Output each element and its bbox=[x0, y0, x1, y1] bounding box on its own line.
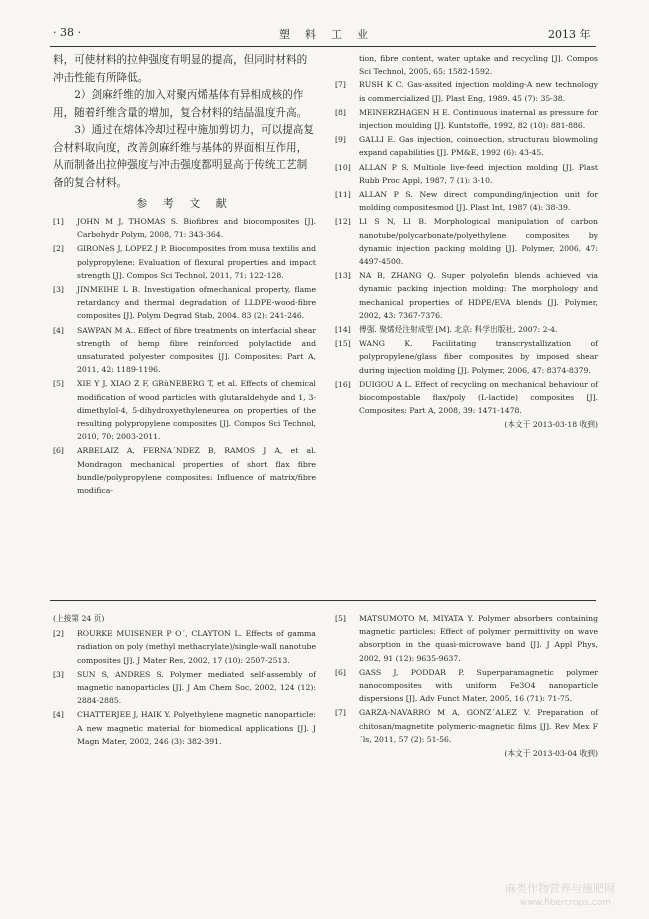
lower-left-column bbox=[53, 612, 316, 749]
watermark-url: www.fibercrops.com bbox=[520, 898, 611, 908]
reference-item: [11] ALLAN P S. New direct compunding/injection unit for molding compositesmod [J]. Plast Int, 1987 (4): 38-39. bbox=[335, 190, 598, 213]
issue-year: 2013 年 bbox=[548, 28, 591, 41]
journal-name: 塑 料 工 业 bbox=[279, 28, 370, 41]
reference-item: [7] RUSH K C. Gas-assited injection molding-A new technology is commercialized [J]. Plast Eng, 1989. 45 (7): 35-38. bbox=[335, 80, 598, 103]
reference-item: [12] LI S N, LI B. Morphological manipulation of carbon nanotube/polycarbonate/polyethylene composites by dynamic injection packing molding [J]. Polymer, 2006, 47: 4497-4500. bbox=[335, 217, 598, 267]
conclusion-para-3: 3）通过在熔体冷却过程中施加剪切力，可以提高复合材料取向度，改善剑麻纤维与基体的界面相互作用，从而制备出拉伸强度与冲击强度都明显高于传统工艺制备的复合材料。 bbox=[53, 124, 314, 189]
reference-item: [6] GASS J, PODDAR P. Superparamagnetic polymer nanocomposites with uniform Fe3O4 nanoparticle dispersions [J]. Adv Funct Mater, 2005, 16 (71): 71-75. bbox=[335, 667, 598, 704]
section-divider bbox=[50, 600, 596, 601]
reference-item: [5] MATSUMOTO M, MIYATA Y. Polymer absorbers containing magnetic particles: Effect of polymer permittivity on wave absorption in the quasi-microwave band [J]. J Appl Phys, 2002, 91 (12): 9635-9637. bbox=[335, 614, 598, 663]
reference-item: [16] DUIGOU A L. Effect of recycling on mechanical behaviour of biocompostable flax/poly (L-lactide) composites [J]. Composites: Part A, 2008, 39: 1471-1478. bbox=[335, 379, 598, 416]
reference-item: [14] 傅强. 聚烯烃注射成型 [M]. 北京: 科学出版社, 2007: 2-4. bbox=[335, 325, 558, 335]
reference-item: [5] XIE Y J, XIAO Z F, GRüNEBERG T, et al. Effects of chemical modification of wood particles with glutaraldehyde and 1, 3-dimethylol-4, 5-dihydroxyethyleneurea on properties of the resulting polypropylene composites [J]. Compos Sci Technol, 2010, 70: 2003-2011. bbox=[53, 379, 316, 442]
reference-item: [1] JOHN M J, THOMAS S. Biofibres and biocomposites [J]. Carbohydr Polym, 2008, 71: 343-364. bbox=[53, 217, 316, 240]
continued-from-note: (上接第 24 页) bbox=[53, 614, 105, 623]
reference-item: [15] WANG K. Facilitating transcrystallization of polypropylene/glass fiber composites by imposed shear during injection molding [J]. Polymer, 2006, 47: 8374-8379. bbox=[335, 339, 598, 375]
reference-item: [4] SAWPAN M A.. Effect of fibre treatments on interfacial shear strength of hemp fibre reinforced polylactide and unsaturated polyester composites [J]. Composites: Part A, 2011, 42: 1189-1196. bbox=[53, 325, 316, 375]
conclusion-para-1: 料，可使材料的拉伸强度有明显的提高，但同时材料的冲击性能有所降低。 bbox=[53, 54, 308, 84]
reference-item: [4] CHATTERJEE J, HAIK Y. Polyethylene magnetic nanoparticle: A new magnetic material for biomedical applications [J]. J Magn Mater, 2002, 246 (3): 382-391. bbox=[53, 710, 316, 746]
lower-right-column bbox=[335, 612, 598, 760]
conclusion-para-2: 2）剑麻纤维的加入对聚丙烯基体有异相成核的作用，随着纤维含量的增加，复合材料的结晶温度升高。 bbox=[53, 89, 308, 119]
page-number: · 38 · bbox=[53, 26, 81, 39]
reference-item: [7] GARZA-NAVARRO M A, GONZ´ALEZ V. Preparation of chitosan/magnetite polymeric-magnetic films [J]. Rev Mex F´ls, 2011, 57 (2): 51-56. bbox=[335, 708, 598, 744]
reference-item: [3] SUN S, ANDRES S. Polymer mediated self-assembly of magnetic nanoparticles [J]. J Am Chem Soc, 2002, 124 (12): 2884-2885. bbox=[53, 669, 316, 706]
reference-item: [9] GALLI E. Gas injection, coinuection, structurau blowmoling expand capabilities [J]. PM&E, 1992 (6): 43-45. bbox=[335, 135, 598, 158]
watermark-text: 麻类作物营养与施肥网 bbox=[505, 882, 615, 895]
reference-continuation: tion, fibre content, water uptake and recycling [J]. Compos Sci Technol, 2005, 65: 1582-1592. bbox=[359, 54, 598, 77]
received-date: (本文于 2013-03-04 收到) bbox=[504, 749, 598, 759]
reference-item: [6] ARBELAIZ A, FERNA´NDEZ B, RAMOS J A, et al. Mondragon mechanical properties of short flax fibre bundle/polypropylene composites: Influence of matrix/fibre modifica- bbox=[53, 446, 316, 496]
reference-item: [8] MEINERZHAGEN H E. Continuous inaternal as pressure for injection moulding [J]. Kuntstoffe, 1992, 82 (10): 881-886. bbox=[335, 107, 598, 131]
received-date: (本文于 2013-03-18 收到) bbox=[504, 420, 598, 430]
reference-item: [2] ROURKE MUISENER P O´, CLAYTON L. Effects of gamma radiation on poly (methyl methacrylate)/single-wall nanotube composites [J]. J Mater Res, 2002, 17 (10): 2507-2513. bbox=[53, 629, 316, 665]
reference-item: [3] JINMEIHE L B. Investigation ofmechanical property, flame retardancy and thermal degradation of LLDPE-wood-fibre composites [J]. Polym Degrad Stab, 2004. 83 (2): 241-246. bbox=[53, 285, 316, 321]
reference-item: [2] GIRONèS J, LOPEZ J P. Biocomposites from musa textilis and polypropylene: Evaluation of flexural properties and impact strength [J]. Compos Sci Technol, 2011, 71: 122-128. bbox=[53, 244, 316, 280]
header-rule bbox=[50, 46, 596, 47]
upper-left-column bbox=[53, 52, 316, 498]
upper-right-column bbox=[335, 52, 598, 432]
reference-item: [13] NA B, ZHANG Q. Super polyolefin blends achieved via dynamic packing injection molding: The morphology and mechanical properties of HDPE/EVA blends [J]. Polymer, 2002, 43: 7367-7376. bbox=[335, 271, 598, 320]
reference-item: [10] ALLAN P S. Multiole live-feed injection molding [J]. Plast Rubb Proc Appl, 1987, 7 (1): 3-10. bbox=[335, 162, 598, 185]
references-title: 参 考 文 献 bbox=[136, 197, 233, 210]
reference-list bbox=[53, 215, 316, 497]
